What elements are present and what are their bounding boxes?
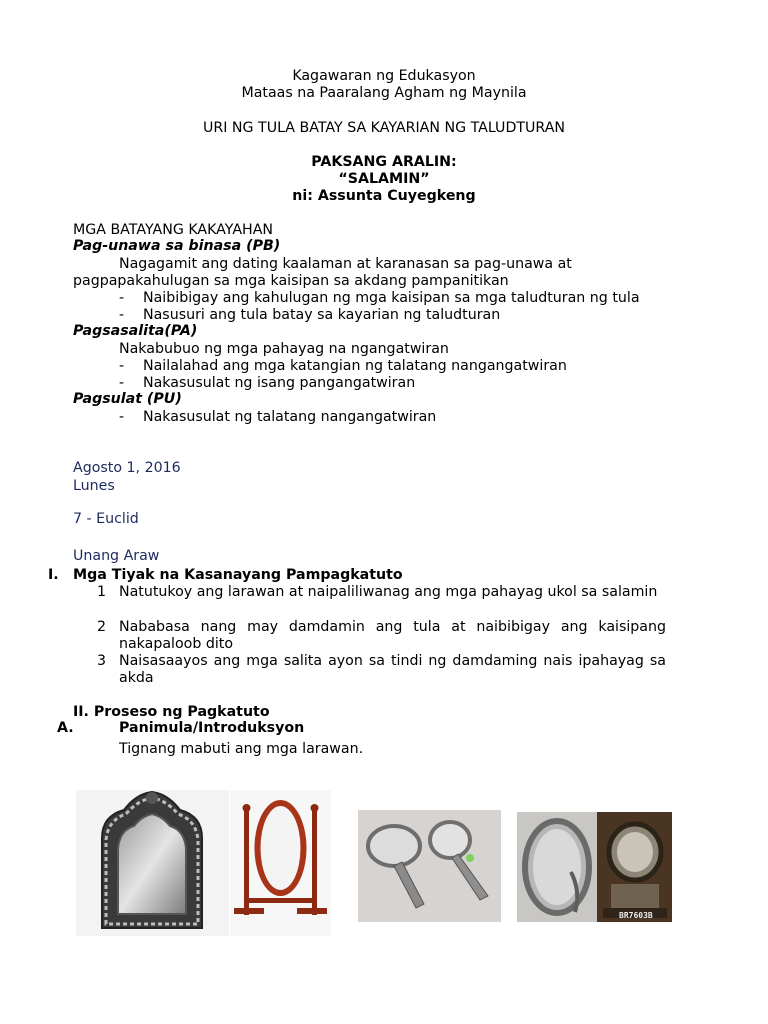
topic-author: ni: Assunta Cuyegkeng	[292, 188, 476, 204]
pa-text: Nakabubuo ng mga pahayag na ngangatwiran	[119, 341, 449, 357]
bullet-dash: -	[119, 409, 125, 425]
lesson-day: Lunes	[73, 478, 115, 494]
school-name: Mataas na Paaralang Agham ng Maynila	[241, 85, 527, 101]
skills-heading: MGA BATAYANG KAKAYAHAN	[73, 222, 274, 238]
bullet-dash: -	[119, 290, 125, 306]
pu-label: Pagsulat (PU)	[73, 391, 182, 407]
ornate-wall-mirror-image	[76, 790, 229, 936]
pa-bullet-1: Nailalahad ang mga katangian ng talatang nangangatwiran	[143, 358, 567, 374]
pb-bullet-2: Nasusuri ang tula batay sa kayarian ng taludturan	[143, 307, 501, 323]
pu-bullet-1: Nakasusulat ng talatang nangangatwiran	[143, 409, 437, 425]
pb-label: Pag-unawa sa binasa (PB)	[73, 238, 281, 254]
instruction-text: Tignang mabuti ang mga larawan.	[119, 741, 364, 757]
class-section: 7 - Euclid	[73, 511, 139, 527]
bullet-dash: -	[119, 307, 125, 323]
objectives-numeral: I.	[48, 567, 59, 583]
department-name: Kagawaran ng Edukasyon	[292, 68, 476, 84]
photo-stamp-text: BR7603B	[619, 911, 653, 920]
hand-mirrors-image	[358, 810, 501, 922]
bullet-dash: -	[119, 375, 125, 391]
objective-number: 1	[97, 584, 107, 600]
lesson-date: Agosto 1, 2016	[73, 460, 181, 476]
pb-text-line2: pagpapakahulugan sa mga kaisipan sa akdang pampanitikan	[73, 273, 509, 289]
objective-item-3: Naisasaayos ang mga salita ayon sa tindi ng damdaming nais ipahayag sa akda	[119, 653, 666, 686]
subsection-heading: Panimula/Introduksyon	[119, 720, 305, 736]
topic-title: “SALAMIN”	[338, 171, 430, 187]
pa-bullet-2: Nakasusulat ng isang pangangatwiran	[143, 375, 416, 391]
objective-item-1: Natutukoy ang larawan at naipaliliwanag ang mga pahayag ukol sa salamin	[119, 584, 658, 600]
antique-vanity-mirror-image	[597, 812, 672, 922]
pb-text-line1: Nagagamit ang dating kaalaman at karanasan sa pag-unawa at	[119, 256, 572, 272]
bullet-dash: -	[119, 358, 125, 374]
subsection-letter: A.	[57, 720, 74, 736]
session-label: Unang Araw	[73, 548, 160, 564]
objectives-heading: Mga Tiyak na Kasanayang Pampagkatuto	[73, 567, 403, 583]
objective-number: 3	[97, 653, 107, 669]
silver-framed-mirror-image	[517, 812, 597, 922]
process-heading: II. Proseso ng Pagkatuto	[73, 704, 270, 720]
pb-bullet-1: Naibibigay ang kahulugan ng mga kaisipan sa mga taludturan ng tula	[143, 290, 640, 306]
pa-label: Pagsasalita(PA)	[73, 323, 198, 339]
topic-label: PAKSANG ARALIN:	[311, 154, 457, 170]
objective-item-2: Nababasa nang may damdamin ang tula at naibibigay ang kaisipang nakapaloob dito	[119, 619, 666, 652]
cheval-standing-mirror-image	[230, 790, 331, 936]
objective-number: 2	[97, 619, 107, 635]
document-title: URI NG TULA BATAY SA KAYARIAN NG TALUDTURAN	[202, 120, 566, 136]
